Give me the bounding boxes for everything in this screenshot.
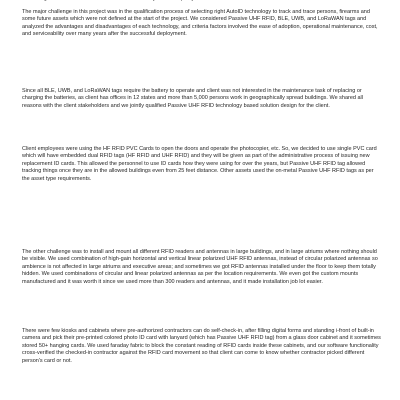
paragraph-dual-rfid-cards: Client employees were using the HF RFID PVC Cards to open the doors and operate the photocopier, etc. So, we decided to use single PVC card which will have embedded dual RFID tags (HF RFID and UHF RFID) and they will be given as part of the administrative process of issuing new replacement ID cards. This allowed the personnel to use ID cards how they were using for over the years, but Passive UHF RFID tag allowed tracking things once they are in the allowed buildings even from 25 feet distance. Other assets used the on-metal Passive UHF RFID tags as per the asset type requirements.	[22, 146, 377, 182]
paragraph-antenna-installation: The other challenge was to install and mount all different RFID readers and antennas in large buildings, and in large atriums where nothing should be visible. We used combination of high-gain horizontal and vertical linear polarized UHF RFID antennas, instead of circular polarized antennas so ambience is not affected in large atriums and executive areas; and sometimes we got RFID antennas installed under the floor to keep them totally hidden. We used combinations of circular and linear polarized antennas as per the location requirements. We even got the custom mounts manufactured and it was worth it since we used more than 300 readers and antennas, and it made installation job lot easier.	[22, 249, 378, 285]
paragraph-technology-selection: The major challenge in this project was in the qualification process of selecting right AutoID technology to track and trace persons, firearms and some future assets which were not defined at the start of the project. We considered Passive UHF RFID, BLE, UWB, and LoRaWAN tags and analyzed the advantages and disadvantages of each technology, and criteria factors involved the ease of adoption, operational maintenance, cost, and serviceability over many years after the successful deployment.	[22, 9, 378, 38]
section-heading	[22, 0, 382, 2]
paragraph-kiosks-cabinets: There were few kiosks and cabinets where pre-authorized contractors can do self-check-in, after filling digital forms and standing i-front of built-in camera and pick their pre-printed colored photo ID card with lanyard (which has Passive UHF RFID tag) from a glass door cabinet and it sometimes stored 50+ hanging cards. We used faraday fabric to block the constant reading of RFID cards inside these cabinets, and our software functionality cross-verified the checked-in contractor against the RFID card movement so that client can come to know whether contractor picked different person's card or not.	[22, 328, 381, 364]
paragraph-battery-constraint: Since all BLE, UWB, and LoRaWAN tags require the battery to operate and client was not interested in the maintenance task of replacing or charging the batteries, as client has offices in 12 states and more than 5,000 persons work in geographically spread buildings. We shared all reasons with the client stakeholders and we jointly qualified Passive UHF RFID technology based solution design for the client.	[22, 88, 363, 109]
